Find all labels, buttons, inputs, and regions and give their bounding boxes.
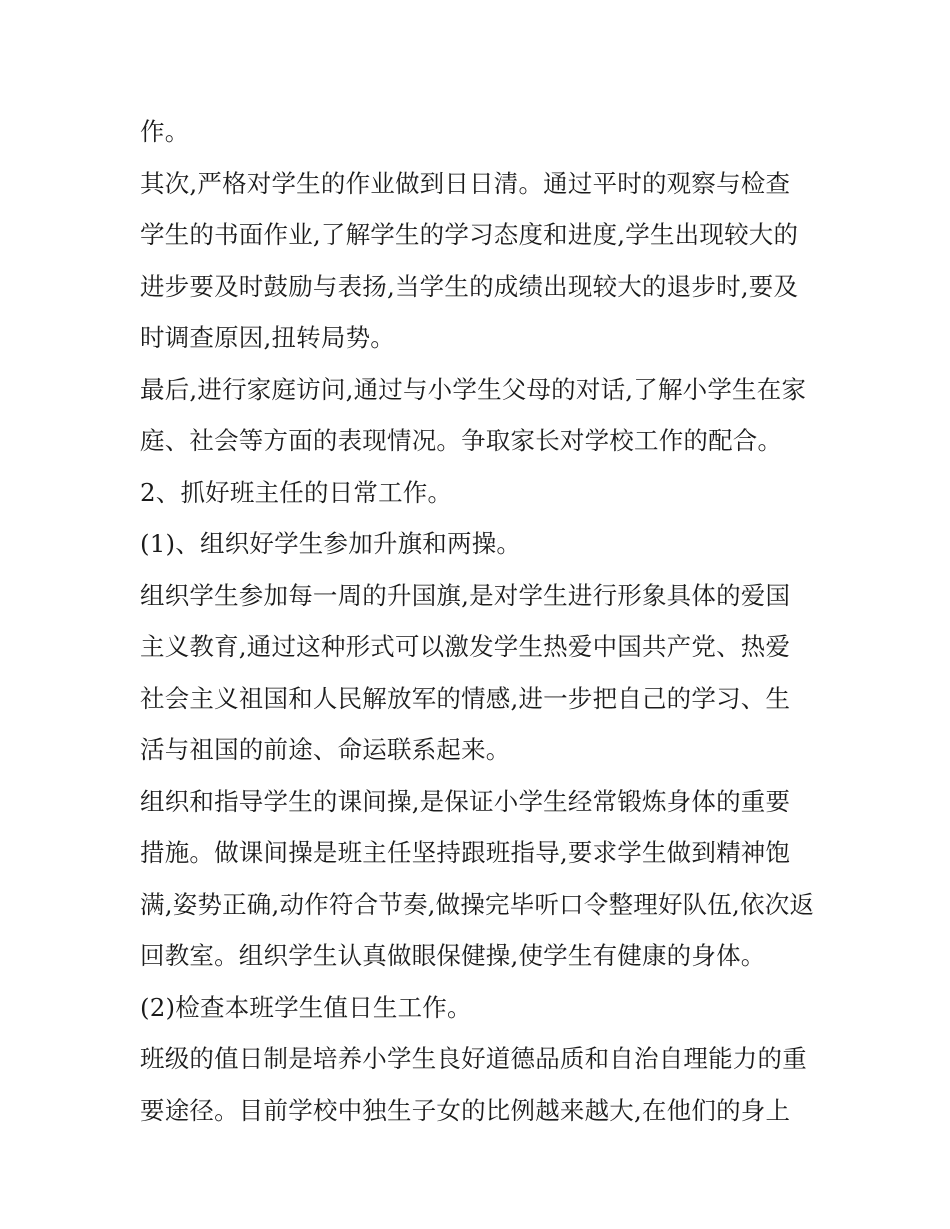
subsection-heading: (1)、组织好学生参加升旗和两操。 (140, 529, 522, 558)
text-line: 组织和指导学生的课间操,是保证小学生经常锻炼身体的重要 (140, 786, 791, 816)
document-page (140, 106, 820, 1136)
text-line: 满,姿势正确,动作符合节奏,做操完毕听口令整理好队伍,依次返 (140, 889, 815, 919)
subsection-heading: (2)检查本班学生值日生工作。 (140, 992, 472, 1022)
text-line: 社会主义祖国和人民解放军的情感,进一步把自己的学习、生 (140, 683, 791, 713)
text-line: 要途径。目前学校中独生子女的比例越来越大,在他们的身上 (140, 1095, 791, 1125)
text-line: 学生的书面作业,了解学生的学习态度和进度,学生出现较大的 (140, 220, 799, 249)
text-line: 回教室。组织学生认真做眼保健操,使学生有健康的身体。 (140, 941, 766, 970)
text-line: 进步要及时鼓励与表扬,当学生的成绩出现较大的退步时,要及 (140, 271, 799, 301)
text-line: 措施。做课间操是班主任坚持跟班指导,要求学生做到精神饱 (140, 838, 791, 867)
text-line: 最后,进行家庭访问,通过与小学生父母的对话,了解小学生在家 (140, 374, 807, 404)
text-line: 庭、社会等方面的表现情况。争取家长对学校工作的配合。 (140, 426, 783, 455)
text-line: 活与祖国的前途、命运联系起来。 (140, 735, 511, 764)
text-line: 作。 (140, 117, 190, 146)
text-line: 主义教育,通过这种形式可以激发学生热爱中国共产党、热爱 (140, 632, 791, 661)
section-heading: 2、抓好班主任的日常工作。 (140, 477, 453, 507)
text-line: 班级的值日制是培养小学生良好道德品质和自治自理能力的重 (140, 1044, 807, 1073)
text-line: 组织学生参加每一周的升国旗,是对学生进行形象具体的爱国 (140, 580, 791, 610)
text-line: 其次,严格对学生的作业做到日日清。通过平时的观察与检查 (140, 168, 791, 198)
text-line: 时调查原因,扭转局势。 (140, 323, 395, 352)
